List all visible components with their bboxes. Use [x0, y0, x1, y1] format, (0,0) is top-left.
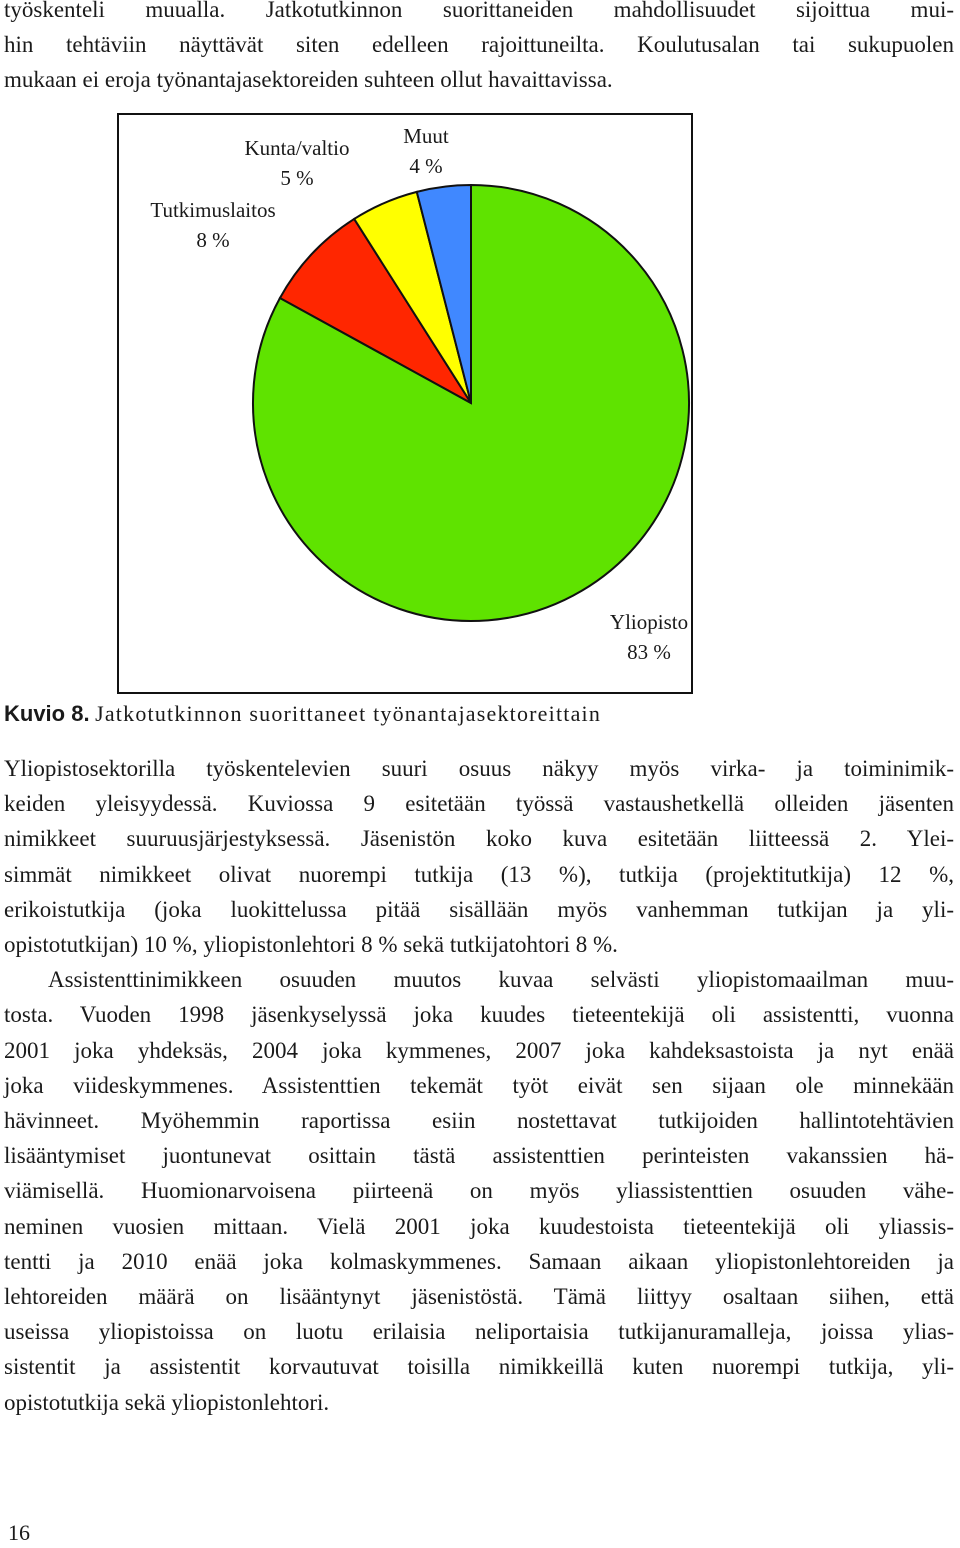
text-line: hävinneet. Myöhemmin raportissa esiin nostettavat tutkijoiden hallintotehtävien	[4, 1108, 954, 1134]
text-line: neminen vuosien mittaan. Vielä 2001 joka kuudestoista tieteentekijä oli yliassis-	[4, 1213, 954, 1239]
text-line: nimikkeet suuruusjärjestyksessä. Jäsenistön koko kuva esitetään liitteessä 2. Ylei-	[4, 826, 954, 852]
intro-paragraph	[4, 0, 954, 98]
text-line: Assistenttinimikkeen osuuden muutos kuvaa selvästi yliopistomaailman muu-	[48, 967, 954, 993]
text-line: opistotutkija sekä yliopistonlehtori.	[4, 1389, 330, 1415]
text-line: 2001 joka yhdeksäs, 2004 joka kymmenes, 2007 joka kahdeksastoista ja nyt enää	[4, 1037, 954, 1063]
label-muut	[381, 121, 471, 181]
text-line: simmät nimikkeet olivat nuorempi tutkija (13 %), tutkija (projektitutkija) 12 %,	[4, 861, 954, 887]
slice-value: 4 %	[409, 154, 443, 178]
figure-label: Kuvio 8.	[4, 701, 90, 726]
text-line: sistentit ja assistentit korvautuvat toisilla nimikkeillä kuten nuorempi tutkija, yli-	[4, 1354, 954, 1380]
slice-value: 5 %	[280, 166, 314, 190]
text-line: opistotutkijan) 10 %, yliopistonlehtori 8 % sekä tutkijatohtori 8 %.	[4, 932, 618, 958]
text-line: tentti ja 2010 enää joka kolmaskymmenes. Samaan aikaan yliopistonlehtoreiden ja	[4, 1248, 954, 1274]
body-text	[4, 751, 954, 1420]
text-line: hin tehtäviin näyttävät siten edelleen rajoittuneilta. Koulutusalan tai sukupuolen	[4, 32, 954, 58]
label-kunta-valtio	[227, 133, 367, 193]
text-line: Yliopistosektorilla työskentelevien suuri osuus näkyy myös virka- ja toiminimik-	[4, 756, 954, 781]
slice-value: 83 %	[627, 640, 671, 664]
text-line: keiden yleisyydessä. Kuviossa 9 esitetään työssä vastaushetkellä olleiden jäsenten	[4, 791, 954, 817]
text-line: työskenteli muualla. Jatkotutkinnon suorittaneiden mahdollisuudet sijoittua mui-	[4, 0, 954, 22]
text-line: lehtoreiden määrä on lisääntynyt jäsenistöstä. Tämä liittyy osaltaan siihen, että	[4, 1284, 954, 1310]
caption-text: Jatkotutkinnon suorittaneet työnantajasektoreittain	[95, 701, 602, 726]
label-tutkimuslaitos	[131, 195, 295, 255]
page-number: 16	[8, 1520, 30, 1545]
label-yliopisto	[589, 607, 709, 667]
text-line: mukaan ei eroja työnantajasektoreiden suhteen ollut havaittavissa.	[4, 67, 613, 93]
pie-chart-frame	[117, 113, 693, 694]
text-line: erikoistutkija (joka luokittelussa pitää sisällään myös vanhemman tutkijan ja yli-	[4, 896, 954, 922]
text-line: joka viideskymmenes. Assistenttien tekemät työt eivät sen sijaan ole minnekään	[4, 1072, 954, 1098]
text-line: tosta. Vuoden 1998 jäsenkyselyssä joka kuudes tieteentekijä oli assistentti, vuonna	[4, 1002, 954, 1028]
slice-name: Yliopisto	[609, 610, 689, 634]
slice-name: Kunta/valtio	[244, 136, 350, 160]
paragraph-1	[4, 751, 954, 962]
text-line: useissa yliopistoissa on luotu erilaisia neliportaisia tutkijanuramalleja, joissa ylias-	[4, 1319, 954, 1345]
slice-name: Muut	[403, 124, 449, 148]
text-line: lisääntymiset juontunevat osittain tästä assistenttien perinteisten vakanssien hä-	[4, 1143, 954, 1169]
slice-name: Tutkimuslaitos	[150, 198, 276, 222]
slice-value: 8 %	[196, 228, 230, 252]
figure-caption	[4, 701, 601, 727]
paragraph-2	[4, 962, 954, 1420]
text-line: viämisellä. Huomionarvoisena piirteenä on myös yliassistenttien osuuden vähe-	[4, 1178, 954, 1204]
